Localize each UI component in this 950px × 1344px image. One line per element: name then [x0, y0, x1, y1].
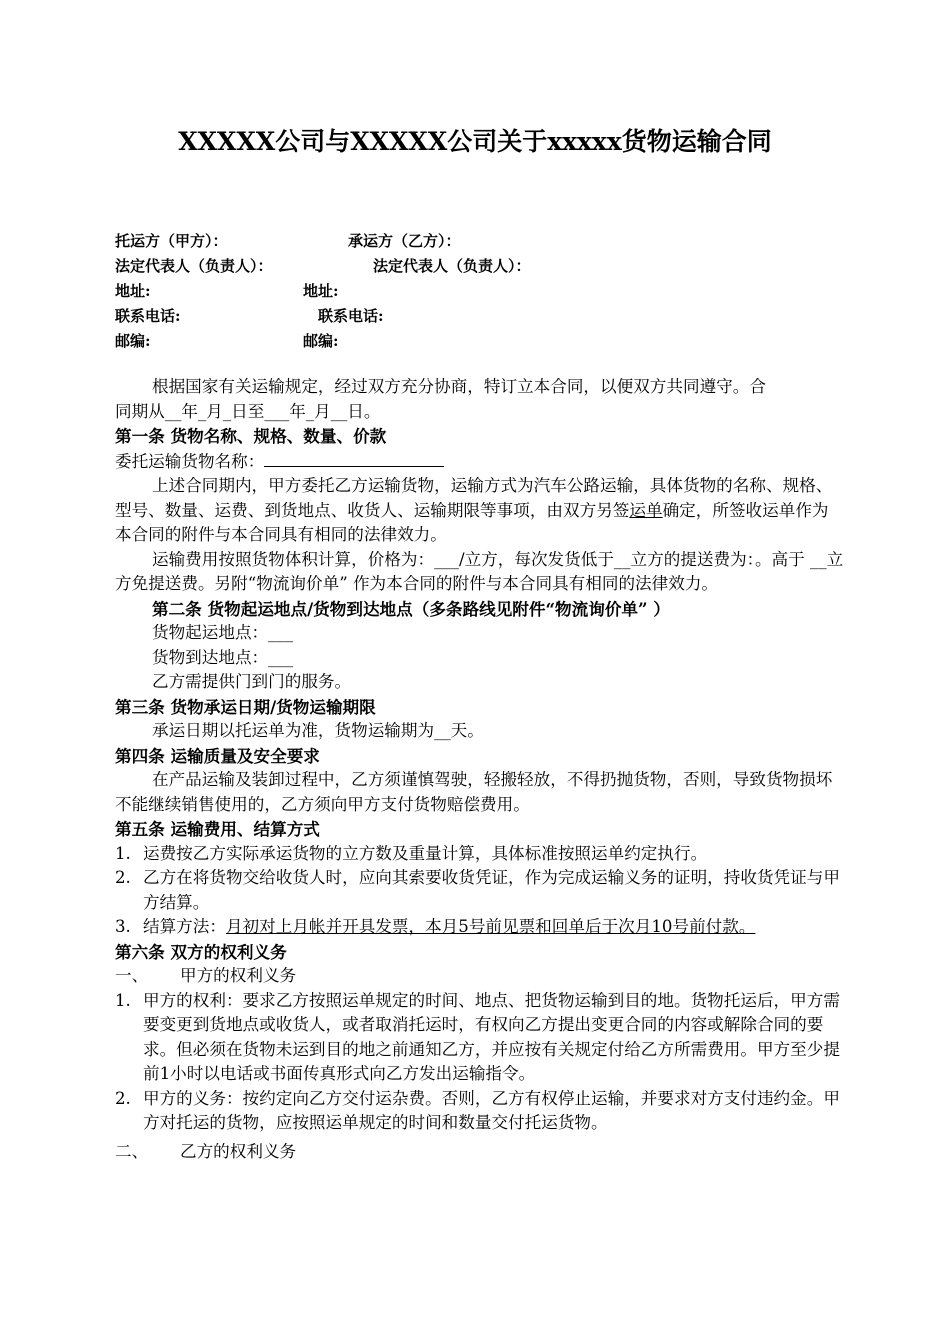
zip-b-label: 邮编: [303, 332, 339, 350]
destination-line: 货物到达地点：___ [152, 647, 294, 667]
list-item [115, 989, 845, 1087]
shipper-label: 托运方（甲方）： [115, 232, 228, 250]
intro-line-1: 根据国家有关运输规定，经过双方充分协商，特订立本合同，以便双方共同遵守。合 [152, 377, 766, 396]
door-to-door-line: 乙方需提供门到门的服务。 [152, 672, 352, 691]
list-item [115, 866, 845, 915]
article-4-heading: 第四条 运输质量及安全要求 [115, 745, 320, 766]
list-text: 乙方在将货物交给收货人时，应向其索要收货凭证，作为完成运输义务的证明，持收货凭证与甲方结算。 [143, 868, 840, 912]
list-number: 1. [115, 990, 131, 1010]
phone-a-label: 联系电话: [115, 307, 181, 325]
legal-rep-a-label: 法定代表人（负责人）： [115, 257, 273, 275]
article-4-text: 在产品运输及装卸过程中，乙方须谨慎驾驶，轻搬轻放，不得扔抛货物，否则，导致货物损坏不能继续销售使用的，乙方须向甲方支付货物赔偿费用。 [115, 770, 833, 814]
article-3-heading: 第三条 货物承运日期/货物运输期限 [115, 696, 376, 717]
settlement-terms: 月初对上月帐并开具发票，本月5号前见票和回单后于次月10号前付款。 [225, 917, 756, 936]
list-text: 运费按乙方实际承运货物的立方数及重量计算，具体标准按照运单约定执行。 [143, 843, 708, 863]
goods-name-blank [264, 449, 444, 467]
list-item [115, 1087, 845, 1136]
list-item [115, 842, 845, 867]
contract-title: XXXXX公司与XXXXX公司关于xxxxx货物运输合同 [178, 127, 772, 156]
article-3-text: 承运日期以托运单为准，货物运输期为__天。 [152, 721, 484, 740]
article-1-paragraph-2: 运输费用按照货物体积计算，价格为：___/立方，每次发货低于__立方的提送费为：。高于 __立方免提送费。另附“物流询价单” 作为本合同的附件与本合同具有相同的法律效力。 [115, 549, 844, 593]
section-number: 二、 [115, 1141, 149, 1161]
waybill-underlined: 运单 [629, 500, 663, 520]
article-6-heading: 第六条 双方的权利义务 [115, 941, 287, 962]
article-1-heading: 第一条 货物名称、规格、数量、价款 [115, 426, 387, 446]
intro-line-2: 同期从__年_月_日至___年_月__日。 [115, 401, 381, 421]
origin-line: 货物起运地点：___ [152, 623, 294, 642]
section-number: 一、 [115, 966, 149, 985]
article-5-heading: 第五条 运输费用、结算方式 [115, 819, 320, 839]
list-number: 3. [115, 917, 131, 936]
list-text: 甲方的权利：要求乙方按照运单规定的时间、地点、把货物运输到目的地。货物托运后，甲方需要变更到货地点或收货人，或者取消托运时，有权向乙方提出变更合同的内容或解除合同的要求。但必须在货物未运到目的地之前通知乙方，并应按有关规定付给乙方所需费用。甲方至少提前1小时以电话或书面传真形式向乙方发出运输指令。 [143, 990, 840, 1083]
list-number: 2. [115, 868, 131, 887]
section-2-heading [115, 1140, 845, 1165]
settlement-label: 结算方法： [143, 917, 226, 936]
phone-b-label: 联系电话: [318, 307, 384, 325]
section-title: 乙方的权利义务 [180, 1141, 297, 1161]
article-1-paragraph-1 [115, 474, 845, 548]
article-2-heading: 第二条 货物起运地点/货物到达地点（多条路线见附件“物流询价单” ） [152, 598, 670, 619]
section-title: 甲方的权利义务 [180, 966, 297, 985]
zip-a-label: 邮编: [115, 332, 151, 350]
section-1-heading [115, 964, 845, 989]
address-a-label: 地址: [115, 282, 151, 300]
contract-body [115, 375, 845, 1164]
list-number: 2. [115, 1088, 131, 1108]
list-text: 甲方的义务：按约定向乙方交付运杂费。否则，乙方有权停止运输，并要求对方支付违约金。甲方对托运的货物，应按照运单规定的时间和数量交付托运货物。 [143, 1088, 840, 1132]
list-item [115, 915, 845, 940]
article-1-p1-tail: 确定，所签收运单作为本合同的附件与本合同具有相同的法律效力。 [115, 500, 829, 544]
goods-name-label: 委托运输货物名称： [115, 451, 265, 471]
article-1-p1-text: 上述合同期内，甲方委托乙方运输货物，运输方式为汽车公路运输，具体货物的名称、规格、型号、数量、运费、到货地点、收货人、运输期限等事项，由双方另签 [115, 476, 833, 520]
goods-name-row [115, 449, 845, 475]
legal-rep-b-label: 法定代表人（负责人）： [373, 257, 531, 275]
carrier-label: 承运方（乙方）： [348, 232, 461, 250]
list-number: 1. [115, 843, 131, 863]
address-b-label: 地址: [303, 282, 339, 300]
